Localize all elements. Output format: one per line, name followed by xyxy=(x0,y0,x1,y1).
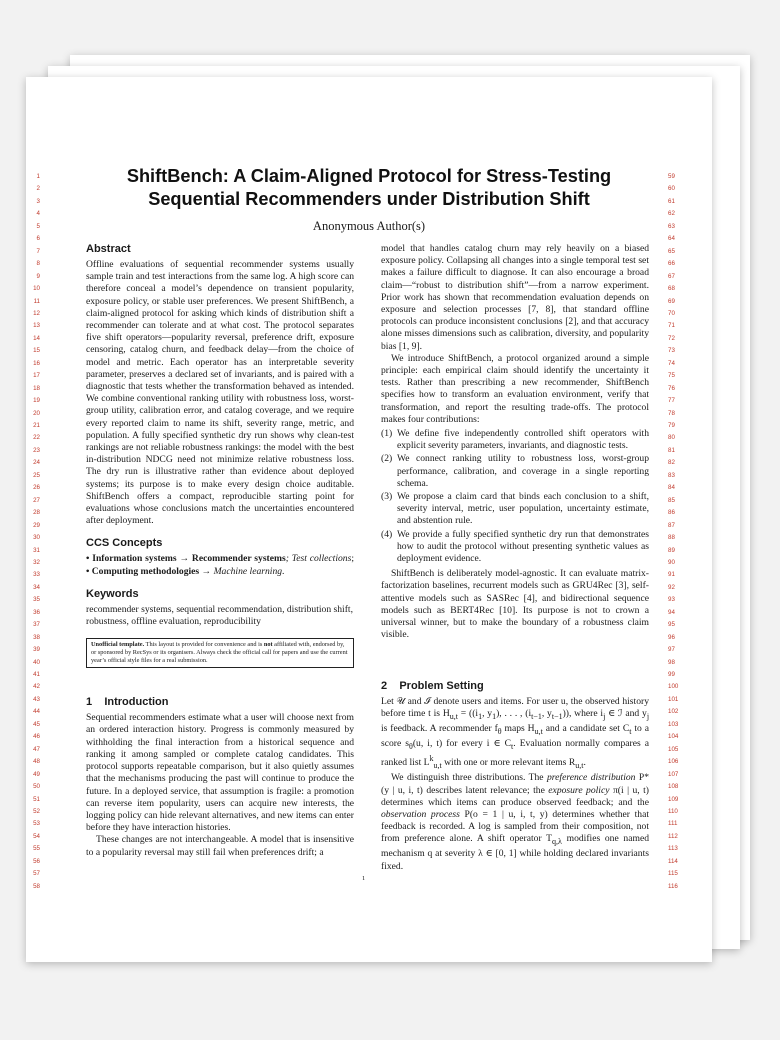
line-number: 72 xyxy=(668,334,675,342)
line-number: 3 xyxy=(36,197,40,205)
problem-text: to a score s xyxy=(381,722,649,749)
line-number: 20 xyxy=(33,409,40,417)
problem-text: a ranked list L xyxy=(381,737,649,769)
math-subscript: t−1 xyxy=(531,711,542,721)
template-notice xyxy=(86,638,354,668)
line-number: 64 xyxy=(668,235,675,243)
line-number: 78 xyxy=(668,409,675,417)
line-number: 40 xyxy=(33,658,40,666)
line-number: 41 xyxy=(33,671,40,678)
line-number: 24 xyxy=(33,459,40,467)
line-number: 7 xyxy=(36,247,40,255)
problem-setting-heading: 2 Problem Setting xyxy=(381,679,484,692)
line-number: 56 xyxy=(33,857,40,865)
line-number: 8 xyxy=(36,260,40,268)
title-line-1: ShiftBench: A Claim-Aligned Protocol for Stress-Testing xyxy=(126,166,612,186)
line-number: 18 xyxy=(33,384,40,392)
line-number: 53 xyxy=(33,820,40,828)
line-number: 97 xyxy=(668,646,675,654)
line-number: 105 xyxy=(668,745,679,753)
line-number: 5 xyxy=(36,222,40,230)
ccs-end: . xyxy=(282,565,285,577)
problem-text: is feedback. A recommender f xyxy=(381,722,498,734)
line-number: 4 xyxy=(36,210,40,218)
line-number: 108 xyxy=(668,783,679,791)
problem-text: before time t is H xyxy=(381,707,450,719)
line-number: 79 xyxy=(668,422,675,429)
line-number: 62 xyxy=(668,210,675,218)
problem-text: We distinguish three distributions. The xyxy=(391,772,547,784)
line-number: 26 xyxy=(33,484,40,492)
math-subscript: t xyxy=(629,726,632,736)
line-number: 110 xyxy=(668,807,678,815)
line-number: 30 xyxy=(33,534,40,542)
notice-bold: Unofficial template. xyxy=(91,641,145,649)
left-column xyxy=(86,243,354,859)
line-number: 58 xyxy=(33,882,40,890)
line-number: 80 xyxy=(668,434,675,442)
notice-text-2: affiliated with, endorsed by, or sponsored by RecSys or its organisers. Always check the official call for papers and use the current year’s official style files for a real submission. xyxy=(91,641,348,665)
keywords-text: recommender systems, sequential recommendation, distribution shift, robustness, offline evaluation, reproducibility xyxy=(86,603,353,628)
math-subscript: j xyxy=(646,711,650,721)
problem-text: ∈ ℐ and xyxy=(605,707,640,719)
math-subscript: q,λ xyxy=(552,837,562,847)
contribution-item xyxy=(381,491,649,528)
line-number: 65 xyxy=(668,247,675,255)
page-number: 1 xyxy=(362,875,366,882)
math-subscript: θ xyxy=(497,726,502,736)
line-number: 104 xyxy=(668,733,679,741)
contribution-text: We define five independently controlled shift operators with explicit severity parameters, invariants, and diagnostic tests. xyxy=(397,428,649,452)
intro-paragraph-4: We introduce ShiftBench, a protocol organized around a simple principle: each empirical claim should identify the uncertainty it tests. Rather than prescribing a new recommender, ShiftBench specifies how to transform an evaluation environment, verify that transformation, and report the resulting trade-offs. The protocol makes four contributions: xyxy=(381,352,649,425)
line-number: 21 xyxy=(33,422,40,429)
line-number: 60 xyxy=(668,185,675,193)
line-number: 103 xyxy=(668,720,679,728)
problem-paragraph-1 xyxy=(381,696,649,773)
line-number: 61 xyxy=(668,197,675,205)
line-number: 42 xyxy=(33,683,40,691)
problem-text: ), . . . , (i xyxy=(496,707,532,719)
problem-text: (u, i, t) for every i ∈ C xyxy=(412,737,512,749)
line-number: 33 xyxy=(33,571,40,579)
line-number: 84 xyxy=(668,484,675,492)
line-number: 6 xyxy=(36,235,40,243)
math-subscript: 1 xyxy=(478,711,483,721)
line-number: 50 xyxy=(33,783,40,791)
contribution-item xyxy=(381,529,649,566)
line-number: 27 xyxy=(33,496,40,504)
line-number: 98 xyxy=(668,658,675,666)
ccs-concepts xyxy=(86,553,354,577)
intro-heading: 1 Introduction xyxy=(86,696,169,709)
line-number: 89 xyxy=(668,546,675,554)
problem-text: P*(y | u, i, t) describes latent relevance; the xyxy=(381,772,650,796)
problem-text: . Evaluation normally compares xyxy=(513,737,641,749)
line-number: 38 xyxy=(33,633,40,641)
line-number: 32 xyxy=(33,558,40,566)
contribution-number: (3) xyxy=(381,491,393,503)
ccs-bullet-1: • Information systems → Recommender systems xyxy=(86,553,286,565)
ccs-heading: CCS Concepts xyxy=(86,537,163,550)
line-number: 111 xyxy=(668,820,678,828)
line-number: 93 xyxy=(668,596,675,604)
line-number: 23 xyxy=(33,446,40,454)
line-number: 73 xyxy=(668,347,675,355)
line-number: 71 xyxy=(668,322,675,330)
title-line-2: Sequential Recommenders under Distribution Shift xyxy=(148,189,590,209)
line-number: 90 xyxy=(668,558,675,566)
intro-paragraph-1: Sequential recommenders estimate what a user will choose next from an ordered interaction history. Progress is commonly measured by withholding the final interaction from a historical sequence and ranking it among sampled or complete catalog candidates. This protocol supports repeatable comparison, but it also quietly assumes that the mechanisms producing the past will continue to produce the future. In a deployed service, that assumption is fragile: a promotion can reverse item popularity, users can acquire new interests, the logging policy can hide relevant alternatives, and new items can enter before they have interaction histories. xyxy=(86,712,354,834)
line-number: 102 xyxy=(668,708,679,716)
line-number: 76 xyxy=(668,384,675,392)
line-number: 112 xyxy=(668,832,678,840)
math-subscript: u,t xyxy=(534,726,543,736)
math-subscript: t xyxy=(511,741,514,751)
line-number: 92 xyxy=(668,583,675,591)
problem-text: , y xyxy=(541,707,552,719)
contribution-number: (4) xyxy=(381,528,393,540)
abstract-heading: Abstract xyxy=(86,243,131,255)
line-number: 82 xyxy=(668,459,675,467)
problem-paragraph-2 xyxy=(381,772,649,873)
line-number: 51 xyxy=(33,795,40,803)
ccs-bullet-2-tail: Machine learning xyxy=(213,565,283,577)
line-number: 31 xyxy=(33,546,40,554)
line-number: 55 xyxy=(33,845,40,853)
math-subscript: t−1 xyxy=(551,711,563,721)
ccs-bullet-1-tail: ; Test collections xyxy=(285,553,352,565)
line-number: 29 xyxy=(33,521,40,529)
problem-text: and a candidate set C xyxy=(542,722,630,734)
line-number: 11 xyxy=(33,297,40,305)
paper-page xyxy=(26,77,712,962)
line-number: 12 xyxy=(33,309,40,317)
problem-term: exposure policy xyxy=(548,784,610,796)
math-subscript: j xyxy=(603,711,606,721)
line-number: 116 xyxy=(668,882,678,890)
problem-text: , y xyxy=(482,707,493,719)
line-number: 45 xyxy=(33,720,40,728)
notice-not: not xyxy=(263,641,273,649)
keywords-heading: Keywords xyxy=(86,587,139,600)
problem-text: maps H xyxy=(501,722,535,734)
line-number: 2 xyxy=(36,185,40,193)
math-subscript: u,t xyxy=(575,761,584,771)
line-number: 39 xyxy=(33,646,40,654)
line-number: 85 xyxy=(668,496,675,504)
intro-paragraph-5: ShiftBench is deliberately model-agnostic. It can evaluate matrix-factorization baselines, recurrent models such as GRU4Rec [3], self-attentive models such as SASRec [4], and bidirectional sequence models such as BERT4Rec [10]. Its purpose is not to crown a universal winner, but to make the boundary of a robustness claim visible. xyxy=(381,568,649,641)
line-number: 28 xyxy=(33,509,40,517)
paper-author: Anonymous Author(s) xyxy=(312,219,426,233)
contribution-text: We provide a fully specified synthetic dry run that demonstrates how to audit the protocol without presenting synthetic values as deployment evidence. xyxy=(397,528,649,565)
problem-text: modifies one named mechanism q at severity λ ∈ [0, 1] while holding declared invariants fixed. xyxy=(381,833,649,872)
ccs-bullet-2: • Computing methodologies → xyxy=(86,565,214,577)
line-number: 68 xyxy=(668,285,675,293)
line-number: 106 xyxy=(668,758,679,766)
line-number: 54 xyxy=(33,832,40,840)
contribution-text: We connect ranking utility to robustness loss, worst-group performance, calibration, and coverage in a single reporting schema. xyxy=(397,453,649,489)
line-number: 14 xyxy=(33,334,40,342)
line-number: 59 xyxy=(668,173,675,180)
problem-text: y xyxy=(642,707,647,719)
line-number: 46 xyxy=(33,733,40,741)
contributions-list xyxy=(381,428,649,565)
line-number: 99 xyxy=(668,671,675,678)
math-superscript: k xyxy=(429,754,434,764)
problem-text: π(i | u, t) determines which items can produce observed feedback; and the xyxy=(381,784,649,808)
line-number: 113 xyxy=(668,845,678,853)
line-number: 87 xyxy=(668,521,675,529)
line-number: 17 xyxy=(33,372,40,380)
math-subscript: θ xyxy=(409,741,413,751)
intro-paragraph-3: model that handles catalog churn may rely heavily on a biased exposure policy. Collapsing all changes into a single temporal test set makes a failure difficult to diagnose. It can also encourage a broad claim—“robust to distribution shift”—from a narrow experiment. Prior work has shown that recommendation evaluation depends on exposure and selection processes [7, 8], that standard offline protocols can produce inconsistent conclusions [2], and that accuracy alone misses dimensions such as calibration, diversity, and popularity bias [1, 9]. xyxy=(381,243,649,352)
line-number: 49 xyxy=(33,770,40,778)
notice-text-1: This layout is provided for convenience and is xyxy=(144,641,264,649)
line-number: 48 xyxy=(33,758,40,766)
line-number: 25 xyxy=(33,471,40,479)
problem-text: Let 𝒰 and ℐ denote users and items. For user u, the observed history xyxy=(381,695,649,707)
contribution-number: (2) xyxy=(381,453,393,465)
line-number: 95 xyxy=(668,621,675,629)
line-number: 67 xyxy=(668,272,675,280)
line-number: 37 xyxy=(33,621,40,629)
problem-text: )), where i xyxy=(562,707,604,719)
line-number: 1 xyxy=(36,173,40,180)
problem-term: observation process xyxy=(381,808,460,820)
math-subscript: 1 xyxy=(492,711,497,721)
contribution-item xyxy=(381,428,649,452)
line-number: 9 xyxy=(36,272,40,280)
problem-text: = ((i xyxy=(457,707,479,719)
line-number: 47 xyxy=(33,745,40,753)
line-number: 100 xyxy=(668,683,679,691)
line-number: 13 xyxy=(33,322,40,330)
line-number: 44 xyxy=(33,708,40,716)
contribution-text: We propose a claim card that binds each conclusion to a shift, severity interval, metric, user population, uncertainty estimate, and abstention rule. xyxy=(397,491,649,527)
ccs-separator: ; xyxy=(351,553,354,565)
line-number: 101 xyxy=(668,695,679,703)
line-number: 15 xyxy=(33,347,40,355)
problem-text: P(o = 1 | u, i, t, y) determines whether that feedback is recorded. A log is sampled from their composition, not from preference alone. A shift operator T xyxy=(381,808,649,845)
line-number: 35 xyxy=(33,596,40,604)
line-number: 36 xyxy=(33,608,40,616)
math-subscript: u,t xyxy=(433,761,442,771)
line-number: 91 xyxy=(668,571,675,579)
line-number: 22 xyxy=(33,434,40,442)
line-number: 109 xyxy=(668,795,679,803)
line-number: 52 xyxy=(33,807,40,815)
line-number: 83 xyxy=(668,471,675,479)
line-number: 94 xyxy=(668,608,675,616)
line-number: 43 xyxy=(33,695,40,703)
line-number: 10 xyxy=(33,285,40,293)
problem-text: with one or more relevant items R xyxy=(441,757,576,769)
line-number: 16 xyxy=(33,359,40,367)
line-number: 86 xyxy=(668,509,675,517)
line-number: 34 xyxy=(33,583,40,591)
line-number: 96 xyxy=(668,633,675,641)
line-number: 70 xyxy=(668,309,675,317)
line-number: 74 xyxy=(668,359,675,367)
line-number: 88 xyxy=(668,534,675,542)
contribution-item xyxy=(381,453,649,490)
abstract-text: Offline evaluations of sequential recommender systems usually sample train and test interactions from the same log. A high score can therefore conceal a model’s dependence on transient popularity, exposure policy, or stable user preferences. We present ShiftBench, a claim-aligned protocol for asking which kinds of distribution shift a recommender can tolerate and at what cost. The protocol separates five shift operators—popularity reversal, preference drift, exposure censoring, catalog churn, and feedback delay—from the choice of model and metric. Each operator has an interpretable severity parameter, preserves a declared set of invariants, and is paired with a diagnostic that tests whether the transformation behaved as intended. We combine conventional ranking utility with robustness loss, worst-group utility, calibration error, and catalog coverage, and we require every reported claim to name its shift, severity range, metric, and population. A fully specified synthetic dry run shows why clean-test rankings are not reliable robustness rankings: the model with the best in-distribution NDCG need not minimize relative robustness loss. The dry run is illustrative rather than evidence about deployed systems; its purpose is to make every design choice auditable. ShiftBench offers a compact, reproducible starting point for evaluations whose conclusions match the uncertainties encountered after deployment. xyxy=(86,259,354,527)
line-number: 57 xyxy=(33,870,40,878)
problem-term: preference distribution xyxy=(546,772,636,784)
right-column xyxy=(381,243,649,873)
line-number: 66 xyxy=(668,260,675,268)
line-number: 115 xyxy=(668,870,678,878)
math-subscript: u,t xyxy=(449,711,458,721)
intro-paragraph-2: These changes are not interchangeable. A model that is insensitive to a popularity reversal may still fail when preferences drift; a xyxy=(86,834,354,858)
line-number: 114 xyxy=(668,857,678,865)
line-number: 69 xyxy=(668,297,675,305)
paper-title xyxy=(86,165,652,211)
line-number: 19 xyxy=(33,397,40,405)
line-number: 75 xyxy=(668,372,675,380)
line-number: 77 xyxy=(668,397,675,405)
line-number: 107 xyxy=(668,770,679,778)
line-number: 81 xyxy=(668,446,675,454)
line-number: 63 xyxy=(668,222,675,230)
problem-text: . xyxy=(583,757,586,769)
contribution-number: (1) xyxy=(381,428,393,440)
